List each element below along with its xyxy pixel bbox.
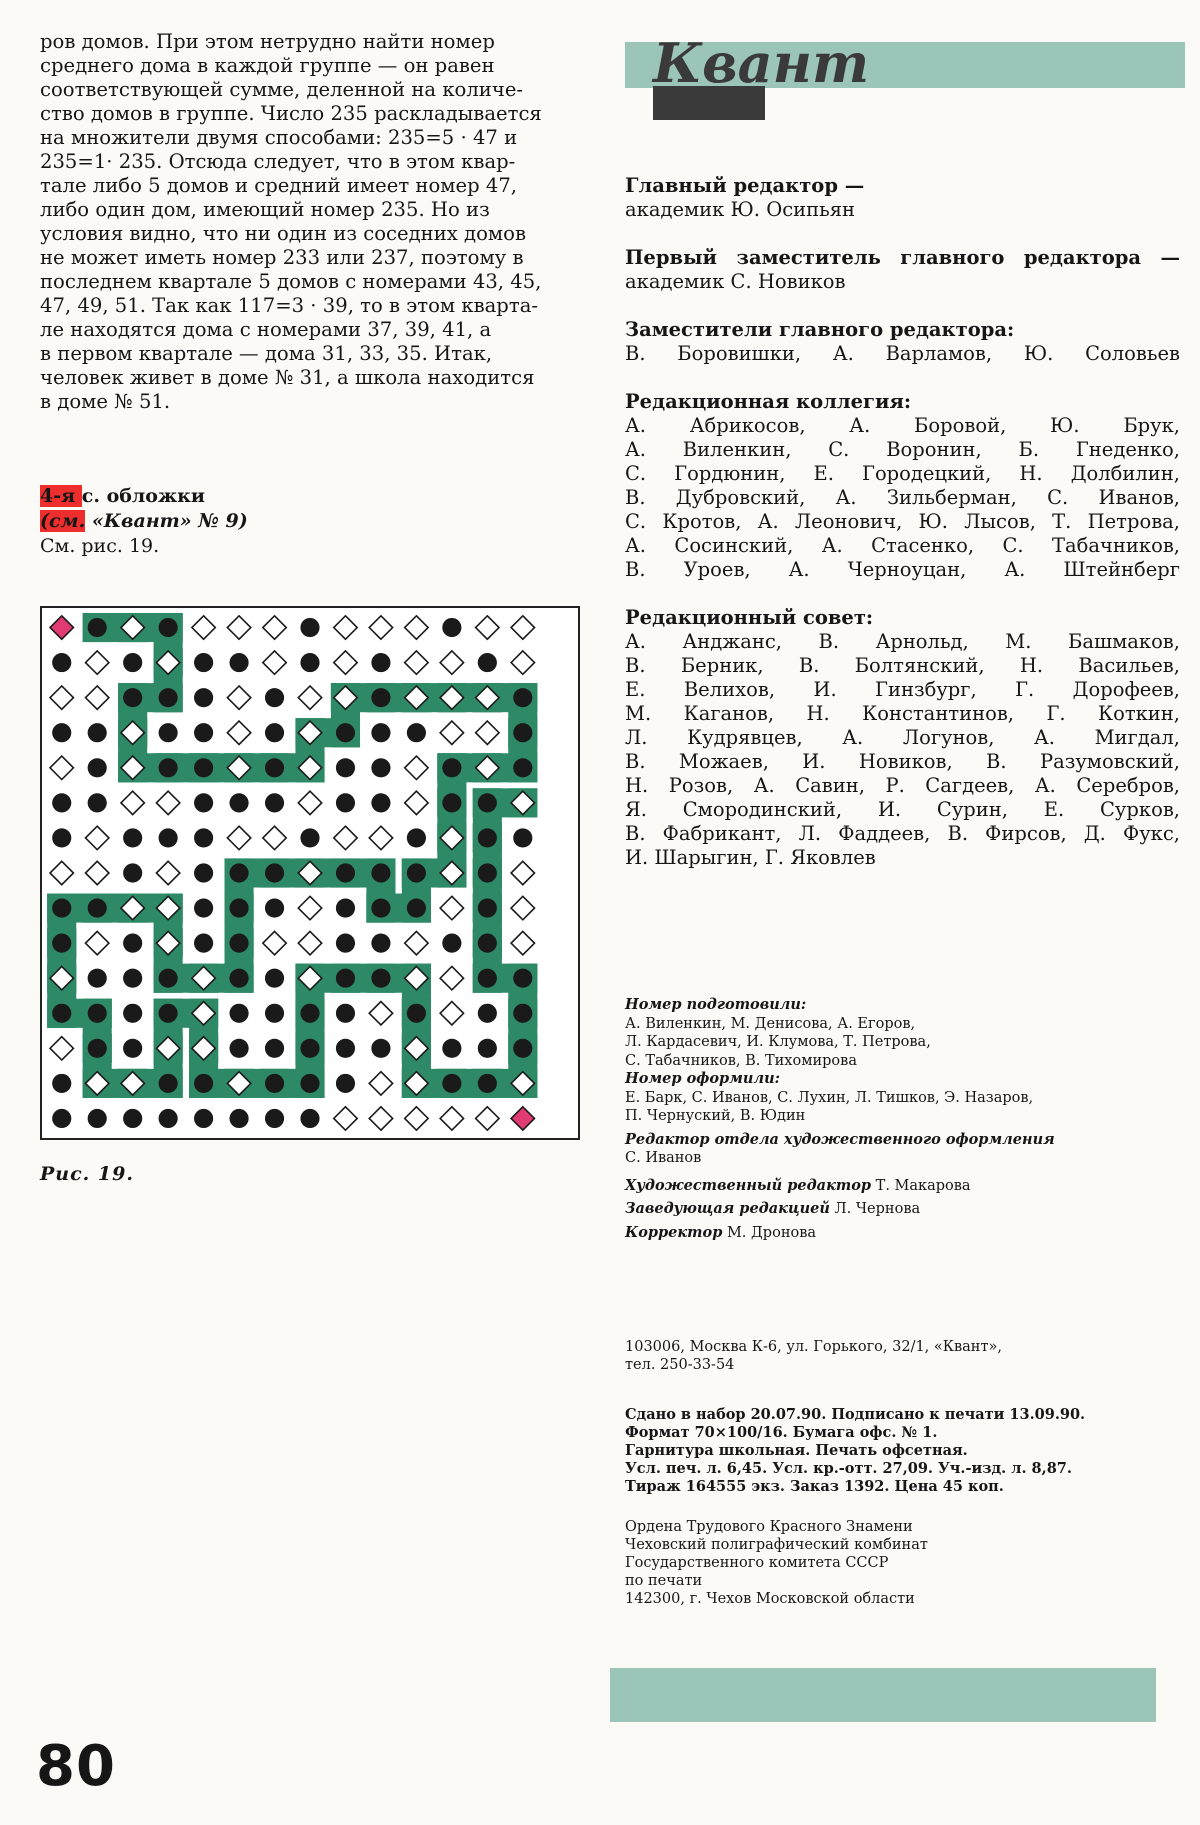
address-line: тел. 250-33-54	[625, 1357, 735, 1373]
house-dot	[88, 1109, 107, 1128]
house-dot	[371, 793, 390, 812]
art-dept-name: С. Иванов	[625, 1150, 702, 1166]
board-line: С. Кротов, А. Леонович, Ю. Лысов, Т. Петрова,	[625, 510, 1180, 533]
house-dot	[52, 1109, 71, 1128]
designed-line: П. Чернуский, В. Юдин	[625, 1108, 806, 1124]
house-dot	[300, 1004, 319, 1023]
house-dot	[478, 1039, 497, 1058]
art-dept-label: Редактор отдела художественного оформления	[625, 1130, 1055, 1148]
printer-line: по печати	[625, 1573, 703, 1589]
house-dot	[265, 898, 284, 917]
deputies-block	[625, 318, 1180, 366]
house-dot	[265, 793, 284, 812]
imprint-line: Тираж 164555 экз. Заказ 1392. Цена 45 коп.	[625, 1478, 1004, 1495]
house-dot	[442, 793, 461, 812]
house-dot	[88, 898, 107, 917]
house-dot	[336, 1004, 355, 1023]
chief-editor-name: академик Ю. Осипьян	[625, 198, 856, 221]
house-dot	[123, 934, 142, 953]
council-line: Н. Розов, А. Савин, Р. Сагдеев, А. Серебров,	[625, 774, 1180, 797]
house-dot	[229, 793, 248, 812]
house-dot	[194, 898, 213, 917]
house-dot	[336, 1074, 355, 1093]
prepared-label: Номер подготовили:	[625, 996, 807, 1013]
house-dot	[52, 1074, 71, 1093]
house-dot	[407, 1004, 426, 1023]
house-dot	[194, 688, 213, 707]
house-dot	[371, 723, 390, 742]
house-dot	[478, 934, 497, 953]
council-line: М. Каганов, Н. Константинов, Г. Коткин,	[625, 702, 1180, 725]
printer-line: 142300, г. Чехов Московской области	[625, 1591, 915, 1607]
deputies-title: Заместители главного редактора:	[625, 318, 1015, 341]
article-line: ров домов. При этом нетрудно найти номер	[40, 30, 495, 53]
house-dot	[52, 793, 71, 812]
masthead	[625, 174, 1180, 894]
house-dot	[300, 618, 319, 637]
cover-note-line-1: 4-я с. обложки	[40, 485, 205, 507]
decorative-band	[610, 1668, 1156, 1722]
house-dot	[159, 1074, 178, 1093]
house-dot	[478, 1004, 497, 1023]
house-dot	[123, 863, 142, 882]
house-dot	[88, 618, 107, 637]
article-line: в первом квартале — дома 31, 33, 35. Итак,	[40, 342, 493, 365]
house-dot	[478, 969, 497, 988]
corrector-line: Корректор М. Дронова	[625, 1223, 817, 1241]
logo-wordmark: Квант	[653, 38, 870, 95]
house-dot	[300, 653, 319, 672]
house-dot	[194, 863, 213, 882]
editorial-council-title: Редакционный совет:	[625, 606, 874, 629]
house-dot	[123, 1039, 142, 1058]
house-dot	[159, 1004, 178, 1023]
house-dot	[229, 1004, 248, 1023]
house-dot	[194, 828, 213, 847]
house-dot	[371, 758, 390, 777]
house-dot	[194, 723, 213, 742]
prepared-line: А. Виленкин, М. Денисова, А. Егоров,	[625, 1015, 916, 1032]
article-line: либо один дом, имеющий номер 235. Но из	[40, 198, 490, 221]
deputies-names: В. Боровишки, А. Варламов, Ю. Соловьев	[625, 342, 1180, 365]
puzzle-grid-figure	[40, 606, 580, 1140]
house-dot	[88, 1039, 107, 1058]
house-dot	[513, 828, 532, 847]
house-dot	[371, 934, 390, 953]
highlight-marker: 4-я	[40, 485, 82, 507]
article-text	[40, 30, 595, 414]
editorial-board-title: Редакционная коллегия:	[625, 390, 912, 413]
printer-line: Чеховский полиграфический комбинат	[625, 1537, 928, 1553]
puzzle-grid	[40, 606, 580, 1140]
editorial-address	[625, 1338, 1180, 1374]
council-line: В. Можаев, И. Новиков, В. Разумовский,	[625, 750, 1180, 773]
house-dot	[229, 934, 248, 953]
house-dot	[442, 618, 461, 637]
house-dot	[159, 618, 178, 637]
house-dot	[194, 934, 213, 953]
house-dot	[513, 758, 532, 777]
council-line: Я. Смородинский, И. Сурин, Е. Сурков,	[625, 798, 1180, 821]
house-dot	[478, 653, 497, 672]
house-dot	[194, 758, 213, 777]
house-dot	[159, 688, 178, 707]
house-dot	[265, 723, 284, 742]
house-dot	[300, 1109, 319, 1128]
editorial-council-block	[625, 606, 1180, 870]
house-dot	[123, 969, 142, 988]
council-line: В. Фабрикант, Л. Фаддеев, В. Фирсов, Д. Фукс,	[625, 822, 1180, 845]
house-dot	[194, 653, 213, 672]
board-line: В. Уроев, А. Черноуцан, А. Штейнберг	[625, 558, 1180, 581]
house-dot	[371, 653, 390, 672]
house-dot	[194, 793, 213, 812]
house-dot	[407, 723, 426, 742]
address-line: 103006, Москва К-6, ул. Горького, 32/1, «Квант»,	[625, 1339, 1002, 1355]
house-dot	[478, 898, 497, 917]
house-dot	[478, 863, 497, 882]
house-dot	[265, 1074, 284, 1093]
article-line: ство домов в группе. Число 235 раскладывается	[40, 102, 542, 125]
article-line: условия видно, что ни один из соседних домов	[40, 222, 526, 245]
house-dot	[265, 1109, 284, 1128]
house-dot	[159, 758, 178, 777]
house-dot	[336, 863, 355, 882]
house-dot	[229, 653, 248, 672]
first-deputy-block	[625, 246, 1180, 294]
article-line: соответствующей сумме, деленной на количе-	[40, 78, 524, 101]
house-dot	[513, 969, 532, 988]
house-dot	[336, 934, 355, 953]
house-dot	[371, 863, 390, 882]
house-dot	[194, 1074, 213, 1093]
article-line: не может иметь номер 233 или 237, поэтому в	[40, 246, 524, 269]
kvant-logo	[625, 38, 1185, 124]
imprint-line: Сдано в набор 20.07.90. Подписано к печати 13.09.90.	[625, 1406, 1086, 1423]
house-dot	[229, 863, 248, 882]
house-dot	[300, 1039, 319, 1058]
art-editor-line: Художественный редактор Т. Макарова	[625, 1176, 971, 1194]
chief-editor-title: Главный редактор —	[625, 174, 865, 197]
page-number: 80	[36, 1734, 116, 1799]
article-line: на множители двумя способами: 235=5 · 47 и	[40, 126, 518, 149]
first-deputy-title: Первый заместитель главного редактора —	[625, 246, 1180, 269]
house-dot	[265, 758, 284, 777]
council-line: И. Шарыгин, Г. Яковлев	[625, 846, 876, 869]
designed-label: Номер оформили:	[625, 1070, 780, 1087]
house-dot	[513, 688, 532, 707]
board-line: А. Сосинский, А. Стасенко, С. Табачников,	[625, 534, 1180, 557]
house-dot	[336, 1039, 355, 1058]
article-line: тале либо 5 домов и средний имеет номер 47,	[40, 174, 518, 197]
house-dot	[371, 898, 390, 917]
house-dot	[478, 1074, 497, 1093]
house-dot	[442, 1074, 461, 1093]
house-dot	[336, 969, 355, 988]
chief-editor-block	[625, 174, 1180, 222]
house-dot	[265, 688, 284, 707]
house-dot	[88, 793, 107, 812]
board-line: В. Дубровский, А. Зильберман, С. Иванов,	[625, 486, 1180, 509]
printer-info	[625, 1518, 1180, 1608]
house-dot	[300, 828, 319, 847]
house-dot	[88, 758, 107, 777]
house-dot	[123, 1004, 142, 1023]
article-line: в доме № 51.	[40, 390, 171, 413]
house-dot	[336, 898, 355, 917]
house-dot	[52, 828, 71, 847]
board-line: А. Абрикосов, А. Боровой, Ю. Брук,	[625, 414, 1180, 437]
house-dot	[123, 653, 142, 672]
house-dot	[442, 758, 461, 777]
house-dot	[336, 793, 355, 812]
printer-line: Государственного комитета СССР	[625, 1555, 889, 1571]
cover-note	[40, 484, 440, 559]
house-dot	[88, 723, 107, 742]
article-line: среднего дома в каждой группе — он равен	[40, 54, 495, 77]
house-dot	[229, 969, 248, 988]
house-dot	[336, 723, 355, 742]
article-line: ле находятся дома с номерами 37, 39, 41, а	[40, 318, 492, 341]
house-dot	[407, 898, 426, 917]
house-dot	[123, 1109, 142, 1128]
house-dot	[194, 1109, 213, 1128]
house-dot	[478, 828, 497, 847]
imprint-line: Формат 70×100/16. Бумага офс. № 1.	[625, 1424, 938, 1441]
printer-line: Ордена Трудового Красного Знамени	[625, 1519, 913, 1535]
imprint-line: Усл. печ. л. 6,45. Усл. кр.-отт. 27,09. Уч.-изд. л. 8,87.	[625, 1460, 1072, 1477]
house-dot	[265, 863, 284, 882]
house-dot	[123, 688, 142, 707]
house-dot	[88, 969, 107, 988]
house-dot	[52, 1004, 71, 1023]
house-dot	[513, 723, 532, 742]
house-dot	[265, 1004, 284, 1023]
first-deputy-name: академик С. Новиков	[625, 270, 846, 293]
council-line: В. Берник, В. Болтянский, Н. Васильев,	[625, 654, 1180, 677]
board-line: А. Виленкин, С. Воронин, Б. Гнеденко,	[625, 438, 1180, 461]
article-line: 235=1· 235. Отсюда следует, что в этом квар-	[40, 150, 516, 173]
house-dot	[159, 828, 178, 847]
print-imprint	[625, 1406, 1180, 1496]
house-dot	[52, 934, 71, 953]
house-dot	[229, 1039, 248, 1058]
house-dot	[265, 1039, 284, 1058]
house-dot	[407, 828, 426, 847]
article-line: последнем квартале 5 домов с номерами 43, 45,	[40, 270, 542, 293]
council-line: А. Анджанс, В. Арнольд, М. Башмаков,	[625, 630, 1180, 653]
house-dot	[336, 758, 355, 777]
highlight-marker: (см.	[40, 510, 86, 532]
house-dot	[513, 1004, 532, 1023]
prepared-line: Л. Кардасевич, И. Клумова, Т. Петрова,	[625, 1034, 931, 1050]
house-dot	[229, 898, 248, 917]
house-dot	[159, 723, 178, 742]
prepared-line: С. Табачников, В. Тихомирова	[625, 1052, 857, 1069]
house-dot	[52, 723, 71, 742]
house-dot	[442, 1039, 461, 1058]
figure-caption: Рис. 19.	[40, 1163, 134, 1185]
house-dot	[265, 969, 284, 988]
house-dot	[371, 688, 390, 707]
house-dot	[159, 1109, 178, 1128]
cover-note-line-3: См. рис. 19.	[40, 535, 160, 557]
issue-credits	[625, 996, 1180, 1242]
house-dot	[371, 969, 390, 988]
house-dot	[88, 1004, 107, 1023]
head-line: Заведующая редакцией Л. Чернова	[625, 1200, 921, 1217]
house-dot	[513, 1039, 532, 1058]
house-dot	[123, 828, 142, 847]
house-dot	[300, 1074, 319, 1093]
cover-note-line-2: (см. «Квант» № 9)	[40, 510, 248, 532]
imprint-line: Гарнитура школьная. Печать офсетная.	[625, 1442, 968, 1459]
house-dot	[159, 969, 178, 988]
council-line: Л. Кудрявцев, А. Логунов, А. Мигдал,	[625, 726, 1180, 749]
kvant-logo-graphic	[625, 38, 1185, 124]
article-line: человек живет в доме № 31, а школа находится	[40, 366, 535, 389]
house-dot	[229, 1109, 248, 1128]
board-line: С. Гордюнин, Е. Городецкий, Н. Долбилин,	[625, 462, 1180, 485]
house-dot	[371, 1039, 390, 1058]
editorial-board-block	[625, 390, 1180, 582]
house-dot	[407, 863, 426, 882]
article-line: 47, 49, 51. Так как 117=3 · 39, то в этом кварта-	[40, 294, 538, 317]
designed-line: Е. Барк, С. Иванов, С. Лухин, Л. Тишков, Э. Назаров,	[625, 1089, 1034, 1106]
council-line: Е. Велихов, И. Гинзбург, Г. Дорофеев,	[625, 678, 1180, 701]
house-dot	[478, 793, 497, 812]
house-dot	[52, 898, 71, 917]
house-dot	[52, 653, 71, 672]
house-dot	[442, 934, 461, 953]
